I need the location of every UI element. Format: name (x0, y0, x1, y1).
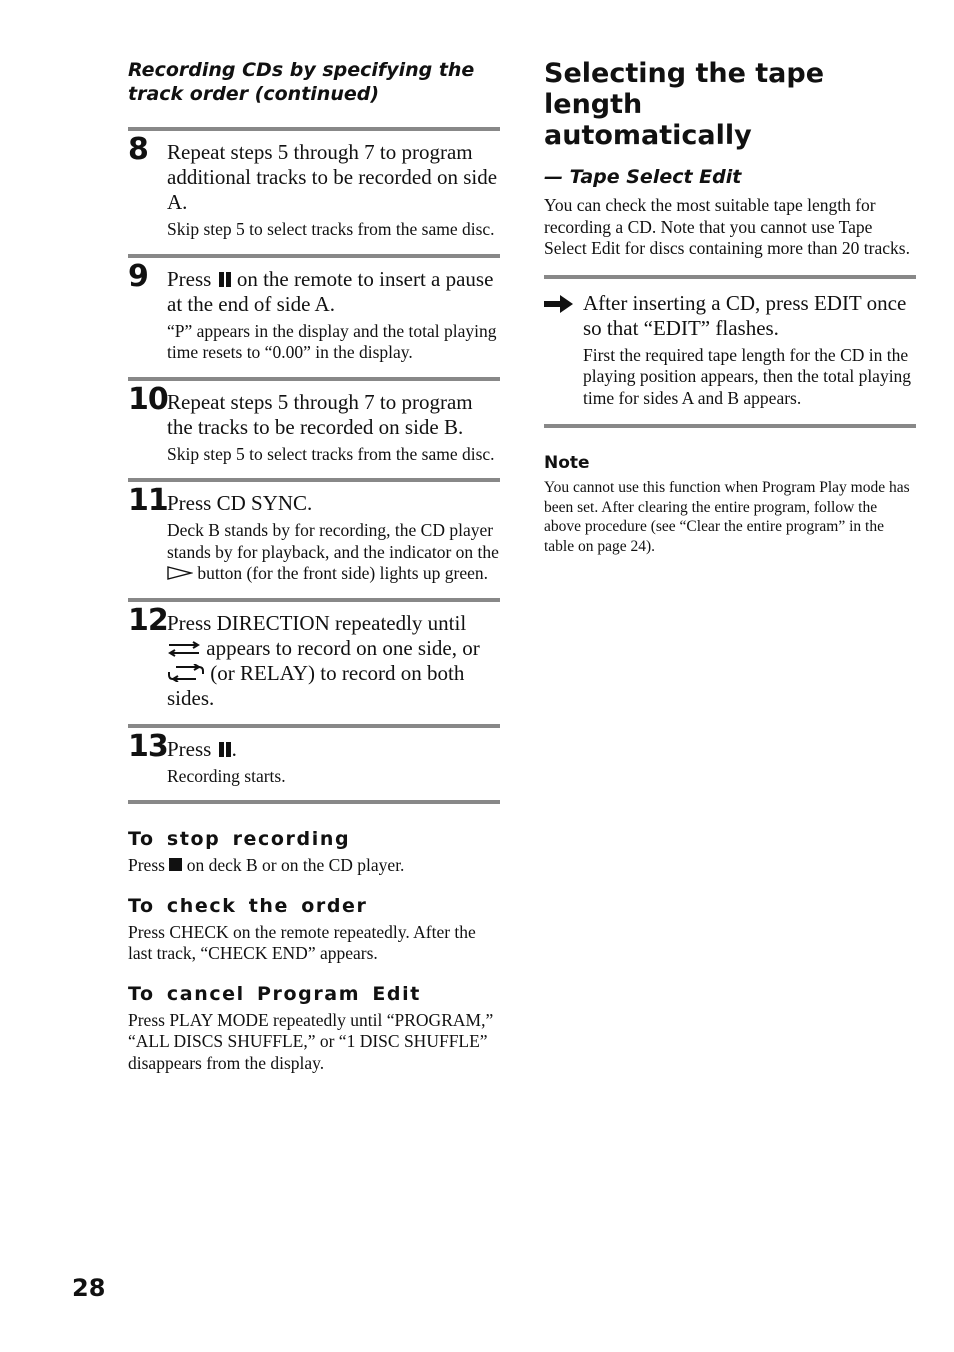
step-instruction: Repeat steps 5 through 7 to program the tracks to be recorded on side B. (167, 389, 473, 439)
step-instruction (167, 267, 500, 317)
section-caption (128, 58, 500, 106)
left-column (128, 58, 500, 1074)
section-caption-line1: Recording CDs by specifying the (128, 59, 475, 81)
both-way-direction-icon (167, 664, 205, 682)
body-text: on deck B or on the CD player. (186, 855, 405, 875)
step-8 (128, 127, 500, 254)
page-title-line1: Selecting the tape length (544, 58, 825, 120)
play-outline-icon (167, 566, 193, 580)
step-text: appears to record on one side, or (206, 635, 480, 660)
check-order-heading: To check the order (128, 894, 368, 917)
step-instruction (167, 611, 500, 711)
step-note: Recording starts. (167, 765, 286, 786)
step-12 (128, 598, 500, 724)
step-number: 9 (128, 258, 148, 294)
step-number: 10 (128, 381, 168, 417)
step-10 (128, 377, 500, 479)
step-instruction (167, 737, 500, 762)
step-text: Press (167, 266, 212, 291)
one-way-direction-icon (167, 641, 201, 657)
page-title-line2: automatically (544, 120, 752, 151)
note-heading: Note (544, 453, 590, 473)
procedure-instruction: After inserting a CD, press EDIT once so that “EDIT” flashes. (583, 290, 907, 340)
pause-icon (217, 742, 232, 757)
step-note: “P” appears in the display and the total playing time resets to “0.00” in the display. (167, 320, 497, 362)
step-number: 12 (128, 602, 168, 638)
step-11 (128, 478, 500, 598)
intro-paragraph: You can check the most suitable tape length for recording a CD. Note that you cannot use Tape Select Edit for discs containing more than 20 tracks. (544, 195, 910, 258)
step-note-text: Deck B stands by for recording, the CD player stands by for playback, and the indicator on the (167, 520, 499, 562)
step-number: 13 (128, 728, 168, 764)
step-note: Skip step 5 to select tracks from the same disc. (167, 219, 495, 239)
step-number: 11 (128, 483, 168, 518)
cancel-program-edit-section (128, 982, 500, 1075)
step-9 (128, 254, 500, 377)
stop-icon (169, 858, 182, 871)
cancel-program-edit-body: Press PLAY MODE repeatedly until “PROGRAM,” “ALL DISCS SHUFFLE,” or “1 DISC SHUFFLE” disappears from the display. (128, 1009, 494, 1073)
step-text: Press DIRECTION repeatedly until (167, 610, 467, 635)
check-order-section (128, 894, 500, 965)
arrow-right-icon (544, 295, 574, 313)
pause-icon (217, 272, 232, 287)
step-instruction: Press CD SYNC. (167, 491, 313, 515)
check-order-body: Press CHECK on the remote repeatedly. After the last track, “CHECK END” appears. (128, 921, 476, 963)
body-text: Press (128, 855, 165, 875)
step-note: Skip step 5 to select tracks from the same disc. (167, 443, 495, 464)
section-caption-line2: track order (continued) (128, 83, 380, 105)
step-number: 8 (128, 132, 148, 167)
step-13 (128, 724, 500, 801)
procedure-note: First the required tape length for the CD in the playing position appears, then the total playing time for sides A and B appears. (583, 344, 912, 408)
step-text: (or RELAY) to record on both sides. (167, 660, 465, 710)
note-body: You cannot use this function when Program Play mode has been set. After clearing the entire program, follow the above procedure (see “Clear the entire program” in the table on page 24). (544, 479, 910, 555)
step-text: Press (167, 736, 212, 761)
step-text: on the remote to insert a pause at the end of side A. (167, 266, 494, 316)
page-title (544, 58, 916, 151)
stop-recording-heading: To stop recording (128, 828, 351, 850)
page-number: 28 (72, 1274, 106, 1302)
procedure-box (544, 275, 916, 429)
stop-recording-section (128, 827, 500, 877)
step-note (167, 520, 500, 585)
right-column (544, 58, 916, 556)
stop-recording-body (128, 855, 500, 877)
cancel-program-edit-heading: To cancel Program Edit (128, 982, 421, 1005)
step-note-text: button (for the front side) lights up green. (197, 563, 489, 583)
step-instruction: Repeat steps 5 through 7 to program additional tracks to be recorded on side A. (167, 140, 498, 214)
page-subtitle: — Tape Select Edit (544, 166, 742, 188)
step-text: . (231, 736, 237, 761)
